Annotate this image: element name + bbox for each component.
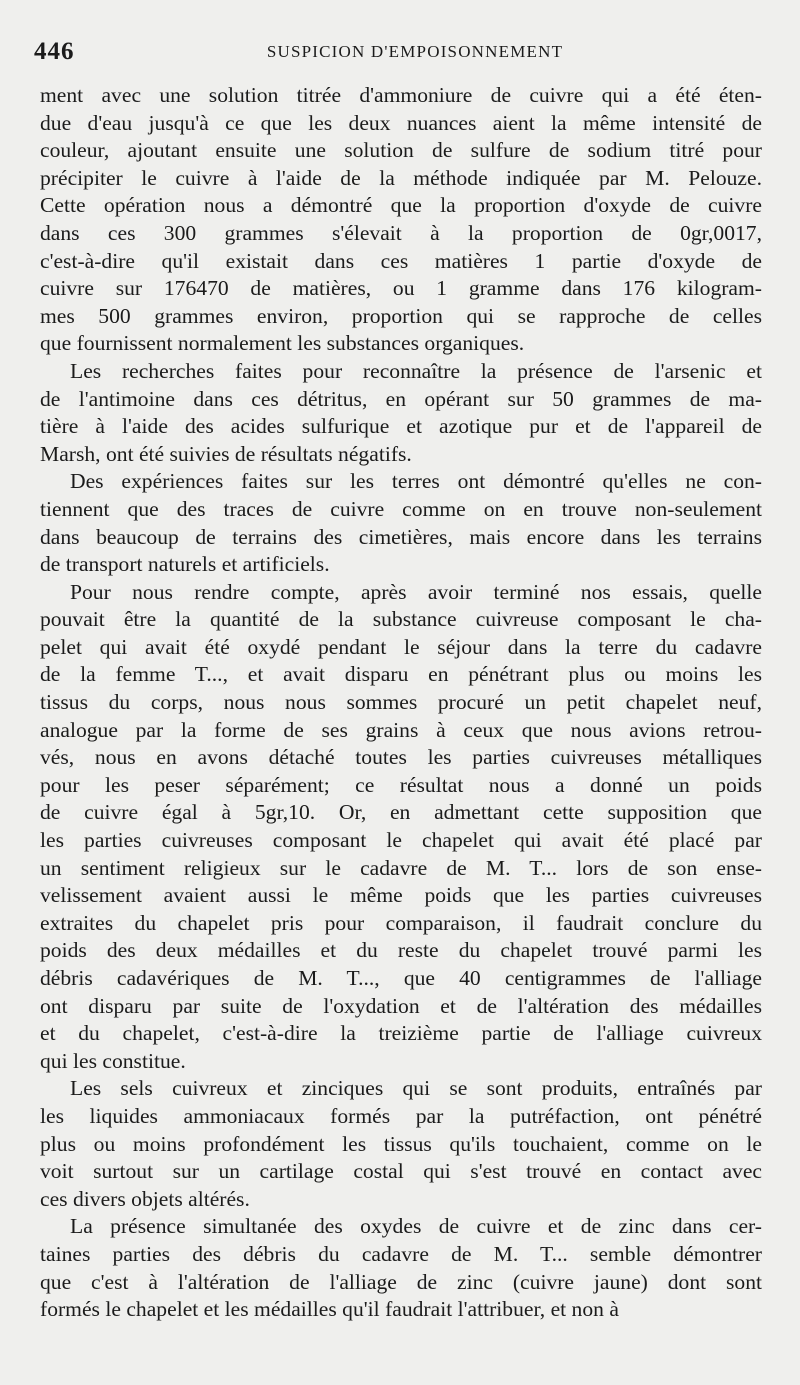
text-line: de transport naturels et artificiels. xyxy=(40,552,330,577)
text-line: dans ces 300 grammes s'élevait à la proportion de 0gr,0017, xyxy=(40,220,762,245)
text-line: et du chapelet, c'est-à-dire la treizième partie de l'alliage cuivreux xyxy=(40,1021,762,1046)
text-line: pour les peser séparément; ce résultat nous a donné un poids xyxy=(40,772,762,797)
text-line: Les recherches faites pour reconnaître la présence de l'arsenic et xyxy=(70,358,762,383)
text-line: que c'est à l'altération de l'alliage de zinc (cuivre jaune) dont sont xyxy=(40,1269,762,1294)
text-line: poids des deux médailles et du reste du chapelet trouvé parmi les xyxy=(40,938,762,963)
page-header xyxy=(0,38,800,68)
text-line: formés le chapelet et les médailles qu'il faudrait l'attribuer, et non à xyxy=(40,1297,619,1322)
text-line: que fournissent normalement les substances organiques. xyxy=(40,331,525,356)
text-line: analogue par la forme de ses grains à ceux que nous avions retrou- xyxy=(40,717,762,742)
text-line: un sentiment religieux sur le cadavre de M. T... lors de son ense- xyxy=(40,855,762,880)
body-text xyxy=(40,82,762,1324)
text-line: tiennent que des traces de cuivre comme on en trouve non-seulement xyxy=(40,496,762,521)
text-line: voit surtout sur un cartilage costal qui s'est trouvé en contact avec xyxy=(40,1159,762,1184)
paragraph xyxy=(40,1213,762,1323)
text-line: mes 500 grammes environ, proportion qui se rapproche de celles xyxy=(40,303,762,328)
paragraph xyxy=(40,579,762,1076)
paragraph xyxy=(40,468,762,578)
text-line: tière à l'aide des acides sulfurique et azotique pur et de l'appareil de xyxy=(40,414,762,439)
paragraph xyxy=(40,82,762,358)
text-line: ont disparu par suite de l'oxydation et de l'altération des médailles xyxy=(40,993,762,1018)
text-line: c'est-à-dire qu'il existait dans ces matières 1 partie d'oxyde de xyxy=(40,248,762,273)
text-line: Les sels cuivreux et zinciques qui se sont produits, entraînés par xyxy=(70,1076,762,1101)
text-line: cuivre sur 176470 de matières, ou 1 gramme dans 176 kilogram- xyxy=(40,276,762,301)
text-line: La présence simultanée des oxydes de cuivre et de zinc dans cer- xyxy=(70,1214,762,1239)
text-line: dans beaucoup de terrains des cimetières, mais encore dans les terrains xyxy=(40,524,762,549)
text-line: Des expériences faites sur les terres ont démontré qu'elles ne con- xyxy=(70,469,762,494)
text-line: les parties cuivreuses composant le chapelet qui avait été placé par xyxy=(40,828,762,853)
text-line: de la femme T..., et avait disparu en pénétrant plus ou moins les xyxy=(40,662,762,687)
text-line: pouvait être la quantité de la substance cuivreuse composant le cha- xyxy=(40,607,762,632)
paragraph xyxy=(40,1075,762,1213)
text-line: pelet qui avait été oxydé pendant le séjour dans la terre du cadavre xyxy=(40,634,762,659)
paragraph xyxy=(40,358,762,468)
text-line: couleur, ajoutant ensuite une solution de sulfure de sodium titré pour xyxy=(40,138,762,163)
page-number: 446 xyxy=(34,38,75,65)
text-line: les liquides ammoniacaux formés par la putréfaction, ont pénétré xyxy=(40,1103,762,1128)
text-line: tissus du corps, nous nous sommes procuré un petit chapelet neuf, xyxy=(40,690,762,715)
text-line: précipiter le cuivre à l'aide de la méthode indiquée par M. Pelouze. xyxy=(40,165,762,190)
text-line: due d'eau jusqu'à ce que les deux nuances aient la même intensité de xyxy=(40,110,762,135)
text-line: qui les constitue. xyxy=(40,1048,186,1073)
text-line: Cette opération nous a démontré que la proportion d'oxyde de cuivre xyxy=(40,193,762,218)
text-line: ces divers objets altérés. xyxy=(40,1186,250,1211)
text-line: de cuivre égal à 5gr,10. Or, en admettant cette supposition que xyxy=(40,800,762,825)
text-line: extraites du chapelet pris pour comparaison, il faudrait conclure du xyxy=(40,910,762,935)
text-line: Pour nous rendre compte, après avoir terminé nos essais, quelle xyxy=(70,579,762,604)
text-line: débris cadavériques de M. T..., que 40 centigrammes de l'alliage xyxy=(40,966,762,990)
running-title: SUSPICION D'EMPOISONNEMENT xyxy=(266,42,564,61)
text-line: plus ou moins profondément les tissus qu'ils touchaient, comme on le xyxy=(40,1131,762,1156)
text-line: Marsh, ont été suivies de résultats négatifs. xyxy=(40,441,412,466)
text-line: ment avec une solution titrée d'ammoniure de cuivre qui a été éten- xyxy=(40,83,762,107)
text-line: velissement avaient aussi le même poids que les parties cuivreuses xyxy=(40,883,762,908)
text-line: taines parties des débris du cadavre de M. T... semble démontrer xyxy=(40,1241,762,1266)
text-line: vés, nous en avons détaché toutes les parties cuivreuses métalliques xyxy=(40,745,762,770)
text-line: de l'antimoine dans ces détritus, en opérant sur 50 grammes de ma- xyxy=(40,386,762,411)
